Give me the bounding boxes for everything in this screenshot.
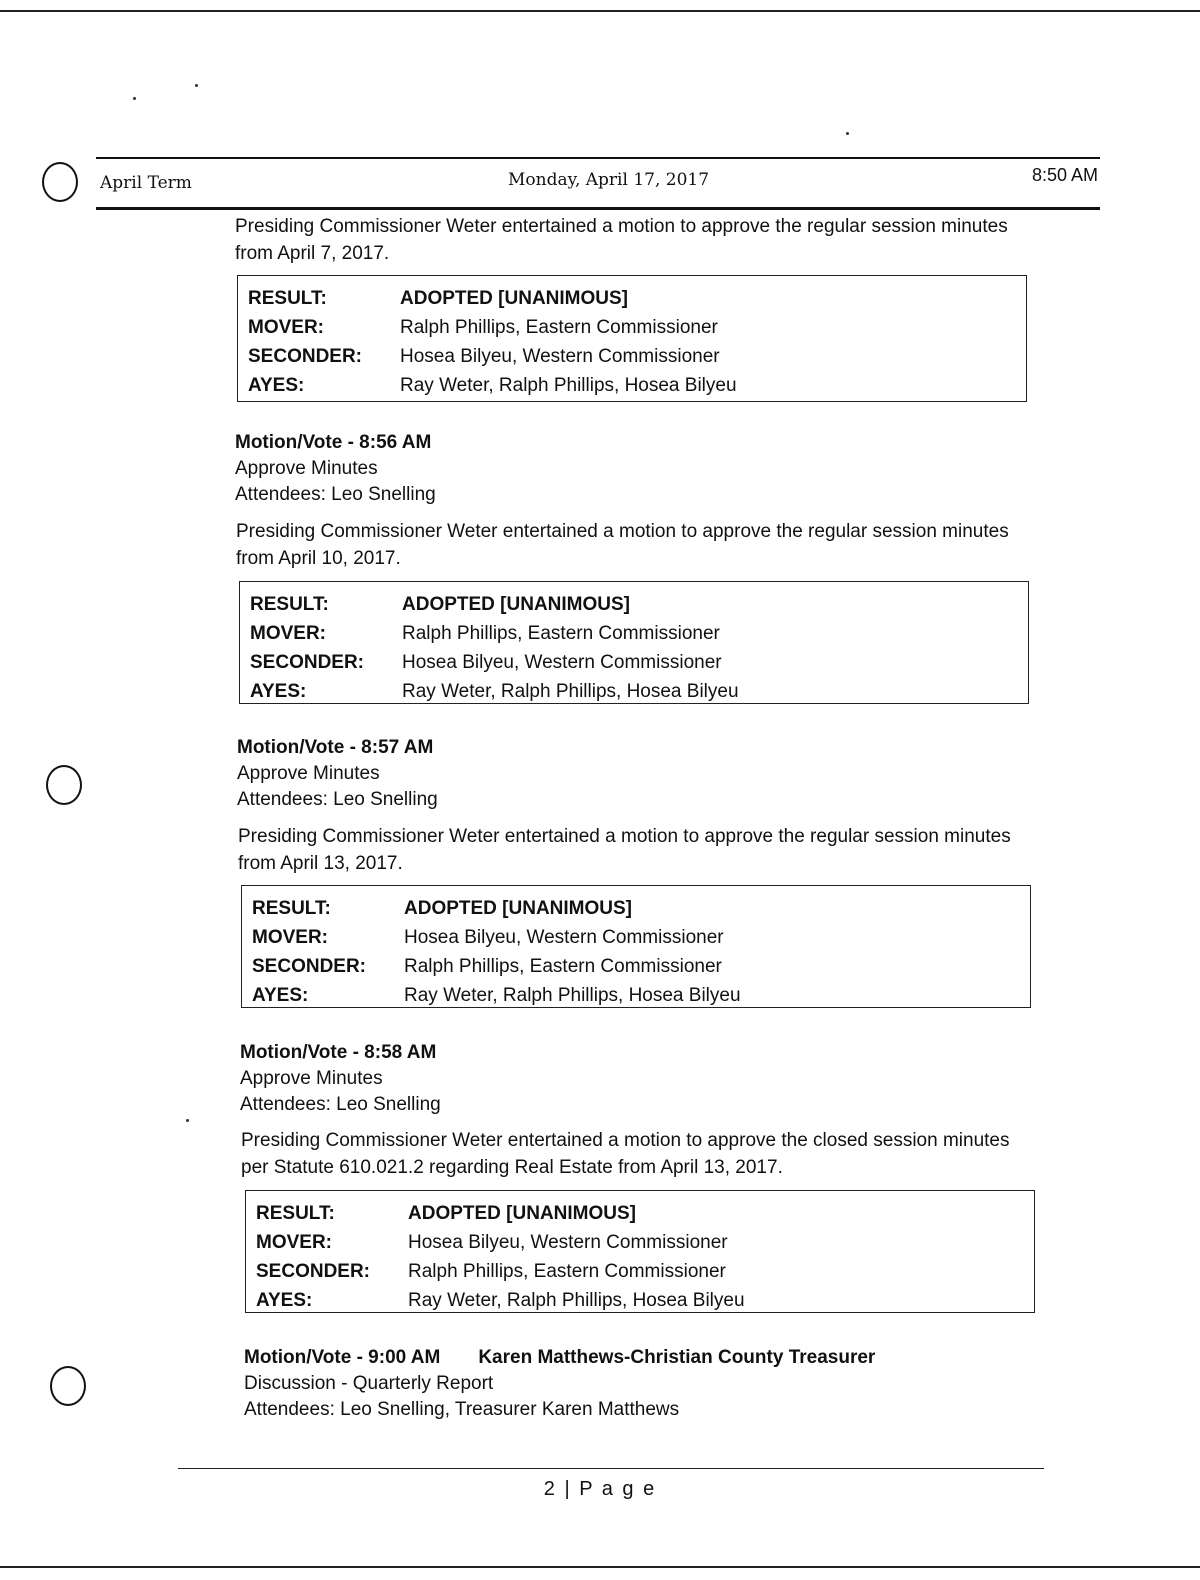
motion-heading: Motion/Vote - 8:56 AM [235, 432, 432, 453]
vote-result-table [239, 581, 1029, 704]
footer-divider [178, 1468, 1044, 1469]
result-row [248, 284, 1026, 313]
seconder-value: Ralph Phillips, Eastern Commissioner [404, 956, 722, 977]
seconder-label: SECONDER: [248, 346, 363, 367]
mover-row [256, 1228, 1034, 1257]
motion-block [237, 735, 438, 813]
seconder-label: SECONDER: [250, 652, 365, 673]
motion-subject: Approve Minutes [240, 1068, 383, 1089]
ayes-value: Ray Weter, Ralph Phillips, Hosea Bilyeu [408, 1290, 745, 1311]
page-number: 2 | P a g e [543, 1478, 657, 1500]
scan-speck [133, 97, 136, 100]
ayes-label: AYES: [250, 681, 307, 702]
mover-row [250, 619, 1028, 648]
mover-row [252, 923, 1030, 952]
mover-label: MOVER: [252, 927, 328, 948]
page-header [96, 157, 1100, 210]
ayes-row [250, 677, 1028, 706]
result-label: RESULT: [252, 898, 331, 919]
mover-label: MOVER: [256, 1232, 332, 1253]
result-label: RESULT: [250, 594, 329, 615]
mover-label: MOVER: [248, 317, 324, 338]
punch-hole [42, 162, 78, 202]
scan-speck [186, 1119, 189, 1122]
meeting-time: 8:50 AM [1031, 165, 1098, 185]
ayes-label: AYES: [252, 985, 309, 1006]
ayes-value: Ray Weter, Ralph Phillips, Hosea Bilyeu [402, 681, 739, 702]
result-value: ADOPTED [UNANIMOUS] [400, 288, 628, 309]
ayes-row [248, 371, 1026, 400]
result-label: RESULT: [256, 1203, 335, 1224]
motion-heading: Motion/Vote - 8:58 AM [240, 1042, 437, 1063]
mover-value: Ralph Phillips, Eastern Commissioner [402, 623, 720, 644]
result-value: ADOPTED [UNANIMOUS] [404, 898, 632, 919]
seconder-value: Hosea Bilyeu, Western Commissioner [402, 652, 722, 673]
motion-subject: Approve Minutes [235, 458, 378, 479]
motion-block [240, 1040, 441, 1118]
motion-attendees: Attendees: Leo Snelling [235, 484, 436, 505]
seconder-row [256, 1257, 1034, 1286]
mover-value: Ralph Phillips, Eastern Commissioner [400, 317, 718, 338]
seconder-value: Ralph Phillips, Eastern Commissioner [408, 1261, 726, 1282]
ayes-label: AYES: [248, 375, 305, 396]
bottom-scan-edge [0, 1566, 1200, 1568]
ayes-value: Ray Weter, Ralph Phillips, Hosea Bilyeu [400, 375, 737, 396]
seconder-label: SECONDER: [256, 1261, 371, 1282]
motion-attendees: Attendees: Leo Snelling, Treasurer Karen Matthews [244, 1399, 680, 1420]
motion-description: Presiding Commissioner Weter entertained a motion to approve the regular session minutes from April 10, 2017. [236, 521, 1009, 569]
result-value: ADOPTED [UNANIMOUS] [402, 594, 630, 615]
motion-attendees: Attendees: Leo Snelling [240, 1094, 441, 1115]
vote-result-table [245, 1190, 1035, 1313]
vote-result-table [237, 275, 1027, 402]
ayes-row [256, 1286, 1034, 1315]
ayes-label: AYES: [256, 1290, 313, 1311]
top-scan-edge [0, 10, 1200, 12]
vote-result-table [241, 885, 1031, 1008]
motion-heading: Motion/Vote - 9:00 AM [244, 1347, 441, 1368]
scan-speck [195, 84, 198, 87]
motion-description: Presiding Commissioner Weter entertained a motion to approve the regular session minutes from April 7, 2017. [235, 216, 1008, 264]
scan-speck [846, 132, 849, 135]
result-row [252, 894, 1030, 923]
motion-attendees: Attendees: Leo Snelling [237, 789, 438, 810]
term-label: April Term [100, 173, 192, 193]
motion-block [235, 430, 436, 508]
seconder-row [250, 648, 1028, 677]
ayes-row [252, 981, 1030, 1010]
motion-description: Presiding Commissioner Weter entertained a motion to approve the closed session minutes per Statute 610.021.2 regarding Real Estate from April 13, 2017. [241, 1130, 1010, 1178]
result-row [256, 1199, 1034, 1228]
mover-value: Hosea Bilyeu, Western Commissioner [408, 1232, 728, 1253]
motion-presenter: Karen Matthews-Christian County Treasurer [478, 1347, 876, 1368]
ayes-value: Ray Weter, Ralph Phillips, Hosea Bilyeu [404, 985, 741, 1006]
motion-subject: Discussion - Quarterly Report [244, 1373, 494, 1394]
punch-hole [46, 765, 82, 805]
motion-description: Presiding Commissioner Weter entertained a motion to approve the regular session minutes from April 13, 2017. [238, 826, 1011, 874]
motion-subject: Approve Minutes [237, 763, 380, 784]
seconder-row [252, 952, 1030, 981]
result-label: RESULT: [248, 288, 327, 309]
motion-block [244, 1345, 875, 1423]
mover-value: Hosea Bilyeu, Western Commissioner [404, 927, 724, 948]
punch-hole [50, 1366, 86, 1406]
mover-label: MOVER: [250, 623, 326, 644]
seconder-row [248, 342, 1026, 371]
result-value: ADOPTED [UNANIMOUS] [408, 1203, 636, 1224]
mover-row [248, 313, 1026, 342]
motion-heading: Motion/Vote - 8:57 AM [237, 737, 434, 758]
meeting-date: Monday, April 17, 2017 [508, 170, 710, 190]
seconder-label: SECONDER: [252, 956, 367, 977]
result-row [250, 590, 1028, 619]
seconder-value: Hosea Bilyeu, Western Commissioner [400, 346, 720, 367]
